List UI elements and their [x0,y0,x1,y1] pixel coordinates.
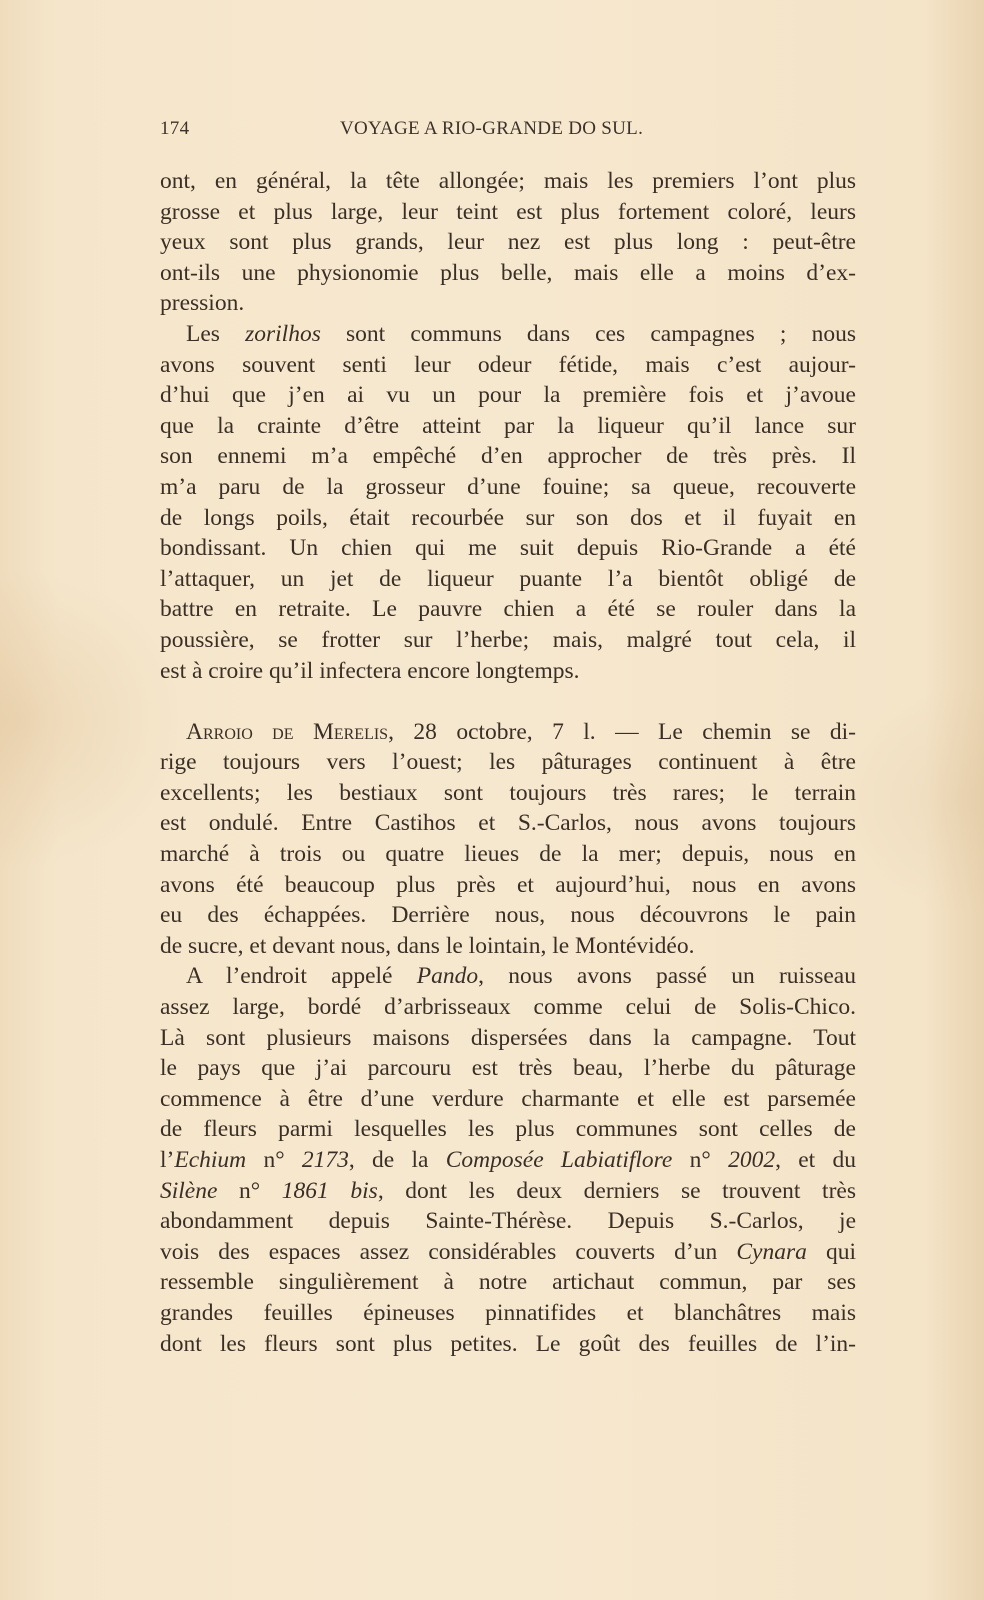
text-line: abondamment depuis Sainte-Thérèse. Depuis S.-Carlos, je [160,1208,856,1235]
paragraph-3-dated-entry [160,717,856,962]
text-line: commence à être d’une verdure charmante et elle est parsemée [160,1085,856,1112]
text-line: rige toujours vers l’ouest; les pâturages continuent à être [160,749,856,776]
text-line: l’attaquer, un jet de liqueur puante l’a bientôt obligé de [160,565,856,592]
text-span: n° [217,1177,282,1204]
text-line: m’a paru de la grosseur d’une fouine; sa queue, recouverte [160,473,856,500]
text-line: battre en retraite. Le pauvre chien a été se rouler dans la [160,596,856,623]
text-line: yeux sont plus grands, leur nez est plus long : peut-être [160,229,856,256]
text-line: le pays que j’ai parcouru est très beau, l’herbe du pâturage [160,1055,856,1082]
text-span: A l’endroit appelé [186,963,417,990]
paragraph-1 [160,166,856,319]
text-line [160,1237,856,1268]
text-line: de fleurs parmi lesquelles les plus communes sont celles de [160,1116,856,1143]
text-line [160,1176,856,1207]
text-line: grandes feuilles épineuses pinnatifides et blanchâtres mais [160,1299,856,1326]
text-line: que la crainte d’être atteint par la liqueur qu’il lance sur [160,412,856,439]
text-line: son ennemi m’a empêché d’en approcher de très près. Il [160,443,856,470]
text-line: grosse et plus large, leur teint est plus fortement coloré, leurs [160,198,856,225]
text-line: ressemble singulièrement à notre artichaut commun, par ses [160,1269,856,1296]
text-line: pression. [160,290,245,317]
text-line: avons été beaucoup plus près et aujourd’hui, nous en avons [160,871,856,898]
text-line [160,319,856,350]
italic-term: 1861 bis [281,1177,378,1204]
text-line: assez large, bordé d’arbrisseaux comme celui de Solis-Chico. [160,994,856,1021]
text-line: avons souvent senti leur odeur fétide, mais c’est aujour- [160,351,856,378]
italic-term: Pando [416,963,479,990]
text-span: n° [246,1147,302,1173]
place-heading: Arroio de Merelis [186,718,389,745]
text-line [160,961,856,992]
text-span: vois des espaces assez considérables couverts d’un [160,1238,737,1265]
paragraph-2 [160,319,856,686]
italic-term: Echium [174,1147,247,1173]
page-number: 174 [160,118,190,139]
text-span: , dont les deux derniers se trouvent très [377,1177,856,1204]
text-span: n° [672,1147,729,1173]
text-line: eu des échappées. Derrière nous, nous découvrons le pain [160,902,856,929]
text-line: ont, en général, la tête allongée; mais les premiers l’ont plus [160,168,856,194]
text-span: , de la [348,1147,446,1173]
text-line: excellents; les bestiaux sont toujours très rares; le terrain [160,779,856,806]
text-line: de longs poils, était recourbée sur son dos et il fuyait en [160,504,856,531]
text-line: d’hui que j’en ai vu un pour la première fois et j’avoue [160,382,856,409]
running-header [160,118,880,146]
text-span: , et du [775,1147,856,1173]
text-line [160,1145,856,1176]
section-gap [160,686,856,717]
text-span: sont communs dans ces campagnes ; nous [320,320,856,347]
text-line: est à croire qu’il infectera encore longtemps. [160,657,580,684]
text-line: dont les fleurs sont plus petites. Le goût des feuilles de l’in- [160,1330,856,1357]
italic-term: Cynara [736,1238,807,1265]
paragraph-4 [160,961,856,1359]
text-line: poussière, se frotter sur l’herbe; mais, malgré tout cela, il [160,626,856,653]
italic-term: Silène [160,1177,218,1204]
text-span: qui [806,1238,857,1265]
text-line: bondissant. Un chien qui me suit depuis Rio-Grande a été [160,535,856,562]
text-line: ont-ils une physionomie plus belle, mais elle a moins d’ex- [160,259,856,286]
text-line: Là sont plusieurs maisons dispersées dans la campagne. Tout [160,1024,856,1051]
text-line: marché à trois ou quatre lieues de la mer; depuis, nous en [160,841,856,868]
text-span: , 28 octobre, 7 l. — Le chemin se di- [388,718,856,745]
text-span: Les [186,320,246,347]
italic-term: 2173 [301,1147,349,1173]
text-line [160,717,856,748]
italic-term: 2002 [728,1147,776,1173]
running-title: VOYAGE A RIO-GRANDE DO SUL. [340,118,644,139]
body-text [160,166,856,1359]
text-line: est ondulé. Entre Castihos et S.-Carlos, nous avons toujours [160,810,856,837]
italic-term: zorilhos [245,320,321,347]
text-span: , nous avons passé un ruisseau [478,963,856,990]
text-line: de sucre, et devant nous, dans le lointain, le Montévidéo. [160,932,695,959]
italic-term: Composée Labiatiflore [445,1147,673,1173]
text-span: l’ [160,1147,175,1173]
